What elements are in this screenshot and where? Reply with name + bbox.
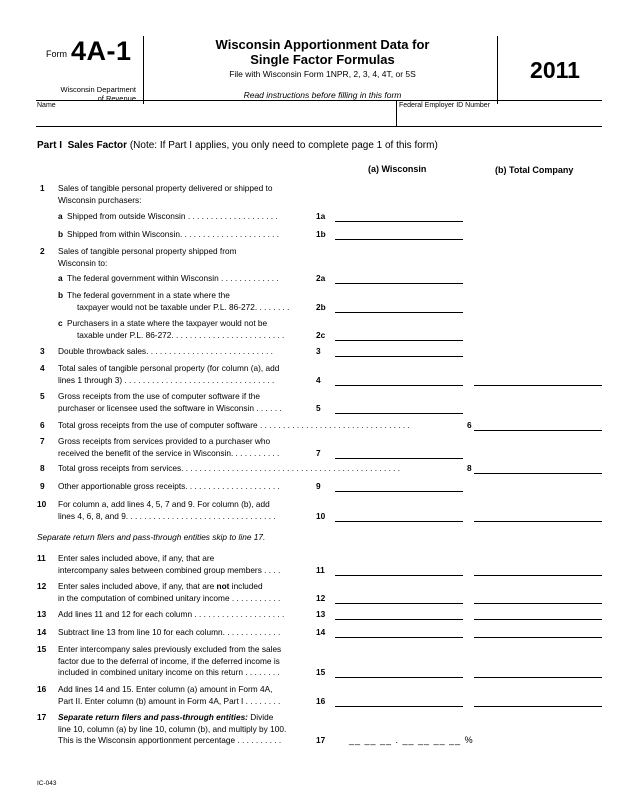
line-text-row: The federal government within Wisconsin . . . . . . . . . . . . . [67,273,279,283]
line-box-label: 5 [316,402,321,413]
column-a-entry[interactable] [335,385,463,386]
line-text-row: Enter sales included above, if any, that are not included [58,581,263,591]
column-b-entry[interactable] [474,706,602,707]
line-text-row: Shipped from within Wisconsin. . . . . . . . . . . . . . . . . . . . . . [67,229,280,239]
department-name: Wisconsin Department of Revenue [60,85,136,103]
line-box-label: 2b [316,301,326,312]
line-text-row: line 10, column (a) by line 10, column (b), and multiply by 100. [58,723,287,734]
line-text-row: This is the Wisconsin apportionment percentage . . . . . . . . . . [58,735,282,745]
tax-year: 2011 [530,57,580,83]
line-box-label: 6 [467,420,472,430]
column-a-entry[interactable] [335,706,463,707]
column-a-entry[interactable] [335,413,463,414]
fein-label: Federal Employer ID Number [399,102,491,109]
line-text [58,463,400,475]
line-text-row: Enter sales included above, if any, that are [58,553,215,563]
line-text [58,644,281,679]
line-number: 7 [40,436,45,446]
fein-field[interactable] [399,110,599,125]
line-number: 8 [40,463,45,473]
column-a-entry[interactable] [335,491,463,492]
line-box-label: 15 [316,667,326,677]
line-text [58,609,284,621]
skip-note: Separate return filers and pass-through entities skip to line 17. [37,532,266,542]
line-text [58,436,279,459]
line-box-label: 4 [316,374,321,385]
line-text-row: Gross receipts from the use of computer software if the [58,391,260,401]
line-number: 14 [37,627,47,637]
column-a-entry[interactable] [335,239,463,240]
line-text-row: Other apportionable gross receipts. . . . . . . . . . . . . . . . . . . . . [58,481,280,491]
line-text-row: lines 1 through 3) . . . . . . . . . . . . . . . . . . . . . . . . . . . . . . . . . [58,374,275,385]
line-number: b [58,290,64,300]
instructions-note: Read instructions before filling in this form [243,90,402,100]
header-divider-right [497,36,498,104]
line-text-row: Part II. Enter column (b) amount in Form 4A, Part I . . . . . . . . [58,695,281,706]
line-box-label: 1b [316,229,326,239]
line-text [67,273,279,285]
column-a-entry[interactable] [335,221,463,222]
form-code: IC-043 [37,780,57,787]
line-text [58,627,280,639]
line-number: 6 [40,420,45,430]
line-text [58,183,272,206]
column-a-entry[interactable] [335,458,463,459]
line-text [58,581,280,604]
line-number: a [58,211,63,221]
header-divider-left [143,36,144,104]
line-text [67,290,289,313]
column-b-entry[interactable] [474,603,602,604]
line-text [58,553,280,576]
column-a-entry[interactable] [335,521,463,522]
line-number: b [58,229,64,239]
line-box-label: 11 [316,564,325,575]
column-a-header: (a) Wisconsin [368,164,427,174]
line-text [67,229,279,241]
line-box-label: 12 [316,592,326,603]
line-text-row: lines 4, 6, 8, and 9. . . . . . . . . . . . . . . . . . . . . . . . . . . . . . . . . [58,510,276,521]
form-title: Wisconsin Apportionment Data for Single Factor Formulas [215,37,430,67]
column-b-entry[interactable] [474,385,602,386]
line-text-row: received the benefit of the service in Wisconsin. . . . . . . . . . . [58,447,280,458]
column-a-entry[interactable] [335,312,463,313]
column-b-entry[interactable] [474,619,602,620]
column-b-entry[interactable] [474,430,602,431]
line-number: 15 [37,644,47,654]
line-text [58,499,276,522]
line-text-row: Total gross receipts from services. . . . . . . . . . . . . . . . . . . . . . . . . . . . . . . . . . . . . . . . . . . . . . . . [58,463,401,473]
part1-heading: Part I Sales Factor (Note: If Part I applies, you only need to complete page 1 of this form) [37,140,438,151]
column-a-entry[interactable] [335,603,463,604]
line-text-row: Add lines 14 and 15. Enter column (a) amount in Form 4A, [58,684,273,694]
line-text-row: Separate return filers and pass-through entities: Divide [58,712,274,722]
line-number: c [58,318,63,328]
line-box-label: 10 [316,510,326,521]
line-text-row: Shipped from outside Wisconsin . . . . . . . . . . . . . . . . . . . . [67,211,278,221]
line-text [58,391,282,414]
line-number: 5 [40,391,45,401]
name-bottom-rule [36,126,602,127]
line-text-row: taxpayer would not be taxable under P.L. 86-272. . . . . . . . [77,301,290,312]
line-box-label: 16 [316,695,326,706]
column-a-entry[interactable] [335,637,463,638]
column-a-entry[interactable] [335,677,463,678]
line-number: 1 [40,183,45,193]
line-text [58,420,410,432]
line-text-row: Subtract line 13 from line 10 for each column. . . . . . . . . . . . . [58,627,281,637]
line-box-label: 8 [467,463,472,473]
line-text-row: intercompany sales between combined group members . . . . [58,564,281,575]
line-box-label: 1a [316,211,326,221]
line-number: 16 [37,684,47,694]
line-text-row: For column a, add lines 4, 5, 7 and 9. For column (b), add [58,499,270,509]
line-text [58,684,280,707]
line-text [58,481,280,493]
line-text-row: taxable under P.L. 86-272. . . . . . . . . . . . . . . . . . . . . . . . . [77,329,285,340]
line-box-label: 9 [316,481,321,491]
line-box-label: 17 [316,735,326,745]
form-number: 4A-1 [71,36,132,66]
line-text-row: Total sales of tangible personal property (for column (a), add [58,363,280,373]
line-text-row: included in combined unitary income on this return . . . . . . . . [58,667,280,677]
line-text [58,346,273,358]
fein-divider [396,100,397,126]
line-text-row: Total gross receipts from the use of computer software . . . . . . . . . . . . . . . . . . . . . . . . . . . . . . . . . [58,420,410,430]
line-box-label: 13 [316,609,326,619]
column-a-entry[interactable] [335,340,463,341]
line-number: 3 [40,346,45,356]
column-b-header: (b) Total Company [495,165,574,175]
line-number: 17 [37,712,47,722]
column-b-entry[interactable] [474,677,602,678]
line-text-row: Gross receipts from services provided to a purchaser who [58,436,271,446]
line-text-row: purchaser or licensee used the software in Wisconsin . . . . . . [58,402,282,413]
line-text-row: Purchasers in a state where the taxpayer would not be [67,318,268,328]
line-text-row: Sales of tangible personal property shipped from [58,246,237,256]
line-number: 11 [37,553,46,563]
line-text-row: Wisconsin purchasers: [58,194,142,205]
line-text-row: Enter intercompany sales previously excluded from the sales [58,644,282,654]
line-text [58,712,286,747]
line-number: 10 [37,499,47,509]
percentage-blank[interactable]: __ __ __ . __ __ __ __ % [349,735,474,745]
name-field[interactable] [37,110,392,125]
line-number: 13 [37,609,47,619]
form-word: Form [46,49,67,59]
line-number: 9 [40,481,45,491]
line-number: 2 [40,246,45,256]
column-b-entry[interactable] [474,637,602,638]
line-number: a [58,273,63,283]
column-a-entry[interactable] [335,575,463,576]
column-b-entry[interactable] [474,575,602,576]
column-b-entry[interactable] [474,473,602,474]
column-a-entry[interactable] [335,619,463,620]
form-subtitle: File with Wisconsin Form 1NPR, 2, 3, 4, 4T, or 5S [229,69,416,79]
line-text-row: The federal government in a state where the [67,290,230,300]
line-text [67,211,278,223]
line-text-row: factor due to the deferral of income, if the deferred income is [58,655,280,666]
line-text [58,246,237,269]
line-number: 12 [37,581,47,591]
line-text-row: Sales of tangible personal property delivered or shipped to [58,183,273,193]
line-box-label: 7 [316,447,321,458]
line-box-label: 2c [316,329,326,340]
line-text-row: Add lines 11 and 12 for each column . . . . . . . . . . . . . . . . . . . . [58,609,285,619]
name-label: Name [37,102,56,109]
line-text [67,318,284,341]
column-b-entry[interactable] [474,521,602,522]
column-a-entry[interactable] [335,283,463,284]
name-top-rule [36,100,602,101]
line-text-row: Wisconsin to: [58,257,108,268]
line-box-label: 3 [316,346,321,356]
line-text-row: in the computation of combined unitary income . . . . . . . . . . . [58,592,281,603]
line-box-label: 14 [316,627,326,637]
line-text [58,363,279,386]
line-number: 4 [40,363,45,373]
column-a-entry[interactable] [335,356,463,357]
line-box-label: 2a [316,273,326,283]
line-text-row: Double throwback sales. . . . . . . . . . . . . . . . . . . . . . . . . . . . [58,346,273,356]
